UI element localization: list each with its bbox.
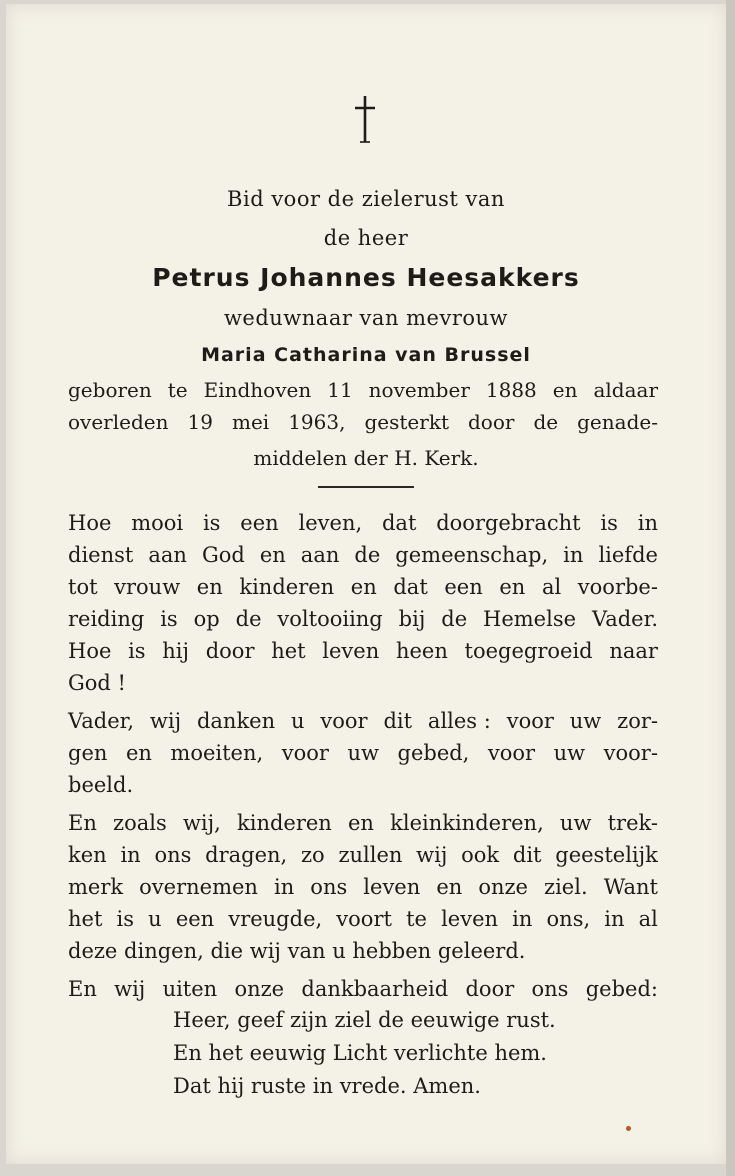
birth-death-last-line: middelen der H. Kerk. [253,446,479,470]
word: en [350,575,377,599]
word: een [175,907,215,931]
word: gemeenschap, [395,543,549,567]
word: uw [569,709,602,733]
word: 11 [327,378,353,402]
word: vreugde, [228,907,323,931]
word: en [348,811,374,835]
word: wij [416,843,448,867]
word: dat [393,575,428,599]
text-line [68,903,658,935]
word: overleden [68,410,169,434]
word: zoals [113,811,167,835]
eulogy-text [68,507,658,1005]
word: in [637,511,658,535]
word: Vader, [68,709,135,733]
text-line [68,603,658,635]
word: de [235,607,262,631]
invocation-line: Bid voor de zielerust van [227,187,505,211]
paragraph-3-last-line [68,935,658,967]
word: wij [114,977,146,1001]
word: is [160,607,178,631]
word: het [271,639,306,663]
word: in [120,843,141,867]
title-line: de heer [323,226,409,250]
word: moeiten, [170,741,264,765]
word: ook [461,843,500,867]
word: is [202,511,221,535]
text-line [68,737,658,769]
word: in [274,875,295,899]
word: uiten [162,977,218,1001]
word: Hoe [68,639,112,663]
word: uw [347,741,379,765]
word: uw [553,741,586,765]
word: ons [531,977,569,1001]
word: en [436,875,463,899]
word: in [563,543,584,567]
word: de [441,607,468,631]
paper-speck [626,1126,631,1131]
word: onze [478,875,528,899]
word: voort [336,907,392,931]
word: de [354,543,381,567]
text-line [68,571,658,603]
word: ziel. [544,875,588,899]
word: aan [300,543,340,567]
word: gen [68,741,108,765]
word: dit [383,709,413,733]
text-line [68,839,658,871]
word: overnemen [139,875,258,899]
word: zor- [617,709,658,733]
word: gebed: [585,977,658,1001]
word: al [638,907,658,931]
memorial-card [6,4,726,1164]
word: leven [363,875,421,899]
word: uw [559,811,592,835]
word: heen [395,639,448,663]
birth-death-block [68,374,658,438]
word: 19 [187,410,213,434]
word: ken [68,843,107,867]
word: gesterkt [364,410,449,434]
word: een [444,575,483,599]
word: dragen, [205,843,288,867]
prayer-line: En het eeuwig Licht verlichte hem. [173,1041,547,1065]
word: naar [609,639,658,663]
text-line: deze dingen, die wij van u hebben geleerd. [68,939,526,963]
word: mei [231,410,270,434]
scan-edge [726,0,735,1176]
word: voor [320,709,368,733]
word: wij [149,709,182,733]
word: is [600,511,618,535]
paragraph-3 [68,807,658,935]
word: dienst [68,543,134,567]
word: Hoe [68,511,112,535]
word: te [167,378,188,402]
word: u [148,907,162,931]
word: zo [300,843,325,867]
word: aldaar [593,378,658,402]
word: in [512,907,533,931]
word: ons [310,875,348,899]
word: trek- [607,811,658,835]
word: en [125,741,152,765]
word: voor- [603,741,658,765]
word: tot [68,575,98,599]
text-line [68,705,658,737]
text-line [68,871,658,903]
word: onze [234,977,285,1001]
text-line: beeld. [68,773,134,797]
word: doorgebracht [436,511,581,535]
word: te [406,907,427,931]
text-line: God ! [68,671,126,695]
text-line [68,507,658,539]
word: en [552,378,578,402]
word: Hemelse [483,607,577,631]
word: in [604,907,625,931]
word: voor [281,741,329,765]
word: dat [381,511,417,535]
divider [318,486,414,488]
word: u [291,709,305,733]
paragraph-2-last-line [68,769,658,801]
text-line [68,635,658,667]
word: kleinkinderen, [390,811,544,835]
word: liefde [598,543,658,567]
word: mooi [131,511,184,535]
text-line [68,406,658,438]
word: merk [68,875,124,899]
cross-icon [350,94,380,144]
text-line [68,807,658,839]
word: reiding [68,607,145,631]
word: voor [506,709,554,733]
text-line [68,973,658,1005]
word: vrouw [114,575,181,599]
word: de [533,410,559,434]
word: en [259,543,286,567]
word: voorbe- [577,575,658,599]
word: kinderen [237,811,332,835]
word: 1963, [288,410,346,434]
text-line [68,539,658,571]
closing-prayer [173,1004,556,1103]
word: Eindhoven [203,378,312,402]
word: geestelijk [555,843,658,867]
word: het [68,907,103,931]
word: toegegroeid [464,639,593,663]
word: november [368,378,470,402]
word: door [468,410,515,434]
word: en [499,575,526,599]
word: En [68,811,97,835]
word: ons [154,843,192,867]
word: God [201,543,245,567]
word: door [205,639,255,663]
word: zullen [338,843,403,867]
word: voor [487,741,536,765]
word: gebed, [397,741,470,765]
paragraph-4 [68,973,658,1005]
word: aan [148,543,187,567]
word: is [116,907,135,931]
deceased-name: Petrus Johannes Heesakkers [152,263,580,292]
prayer-line: Heer, geef zijn ziel de eeuwige rust. [173,1008,556,1032]
word: danken [196,709,276,733]
word: leven, [298,511,363,535]
word: Want [603,875,658,899]
word: een [240,511,279,535]
word: genade- [577,410,658,434]
paragraph-2 [68,705,658,769]
word: Vader. [591,607,658,631]
word: dankbaarheid [301,977,449,1001]
text-line [68,374,658,406]
word: alles : [427,709,491,733]
word: wij, [182,811,221,835]
word: voltooiing [277,607,383,631]
word: leven [441,907,499,931]
spouse-name: Maria Catharina van Brussel [201,344,531,366]
paragraph-1 [68,507,658,667]
word: kinderen [239,575,335,599]
word: leven [322,639,380,663]
paragraph-1-last-line [68,667,658,699]
word: door [465,977,515,1001]
widower-line: weduwnaar van mevrouw [223,306,509,330]
word: En [68,977,97,1001]
word: 1888 [485,378,537,402]
prayer-line: Dat hij ruste in vrede. Amen. [173,1074,481,1098]
word: bij [398,607,426,631]
word: is [128,639,146,663]
word: op [193,607,220,631]
word: hij [162,639,190,663]
word: dit [512,843,542,867]
word: en [196,575,223,599]
word: geboren [68,378,152,402]
word: al [541,575,562,599]
word: ons, [546,907,591,931]
